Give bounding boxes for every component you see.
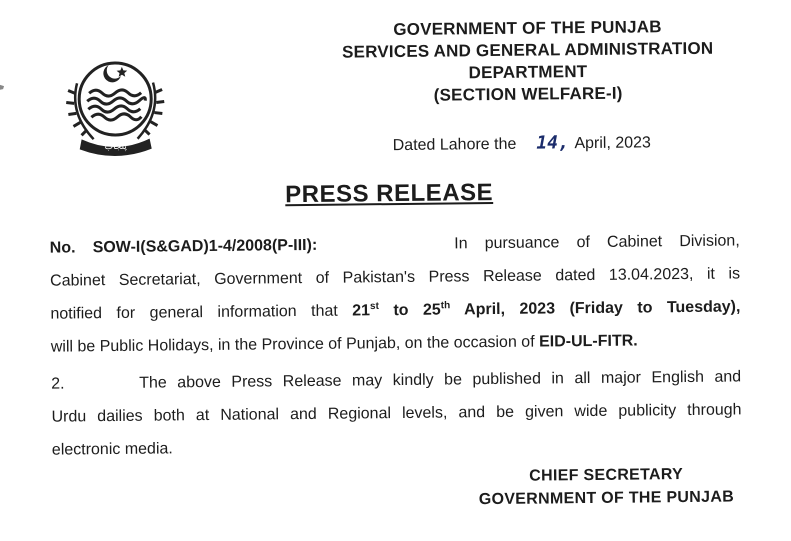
paragraph-1-line-2: Cabinet Secretariat, Government of Pakistan's Press Release dated 13.04.2023, it is <box>50 265 741 290</box>
date-from: 21 <box>352 302 371 320</box>
paragraph-1 <box>50 224 741 363</box>
paragraph-2-number: 2. <box>51 375 65 393</box>
signature-block <box>456 462 756 511</box>
paragraph-1-line-1-text: In pursuance of Cabinet Division, <box>454 232 740 253</box>
paragraph-2 <box>51 360 742 466</box>
paragraph-1-line-4-start: will be Public Holidays, in the Province of Punjab, on the occasion of <box>50 333 535 356</box>
paragraph-2-line-1-text: The above Press Release may kindly be published in all major English and <box>139 368 742 392</box>
paragraph-1-line-3-start: notified for general information that <box>50 302 338 323</box>
paragraph-2-line-2: Urdu dailies both at National and Regional levels, and be given wide publicity through <box>51 401 742 426</box>
header-department-name: SERVICES AND GENERAL ADMINISTRATION <box>341 38 714 62</box>
header-department: DEPARTMENT <box>468 62 588 83</box>
paragraph-2-line-3: electronic media. <box>51 440 173 459</box>
dated-line <box>393 131 651 155</box>
signatory-title: CHIEF SECRETARY <box>529 466 684 485</box>
header-government: GOVERNMENT OF THE PUNJAB <box>393 17 662 40</box>
dated-month-year: April, 2023 <box>574 134 652 153</box>
dated-prefix: Dated Lahore the <box>392 135 517 155</box>
dated-day-handwritten: 14, <box>536 132 569 154</box>
date-to-suffix: th <box>440 300 451 312</box>
department-header <box>307 15 748 108</box>
date-to: to 25 <box>393 301 441 320</box>
paragraph-1-line-4 <box>51 323 741 363</box>
occasion-name: EID-UL-FITR. <box>538 332 638 351</box>
header-section: (SECTION WELFARE-I) <box>433 83 623 105</box>
reference-number: No. SOW-I(S&GAD)1-4/2008(P-III): <box>49 236 318 257</box>
date-range-end: April, 2023 (Friday to Tuesday), <box>464 298 741 319</box>
signatory-organization: GOVERNMENT OF THE PUNJAB <box>478 488 735 509</box>
margin-mark-icon <box>0 82 6 92</box>
punjab-government-emblem-icon <box>53 42 174 161</box>
emblem-script-text: پنجاب <box>104 141 127 153</box>
page-title: PRESS RELEASE <box>285 179 494 209</box>
holiday-date-range <box>352 298 740 319</box>
date-from-suffix: st <box>369 300 379 312</box>
